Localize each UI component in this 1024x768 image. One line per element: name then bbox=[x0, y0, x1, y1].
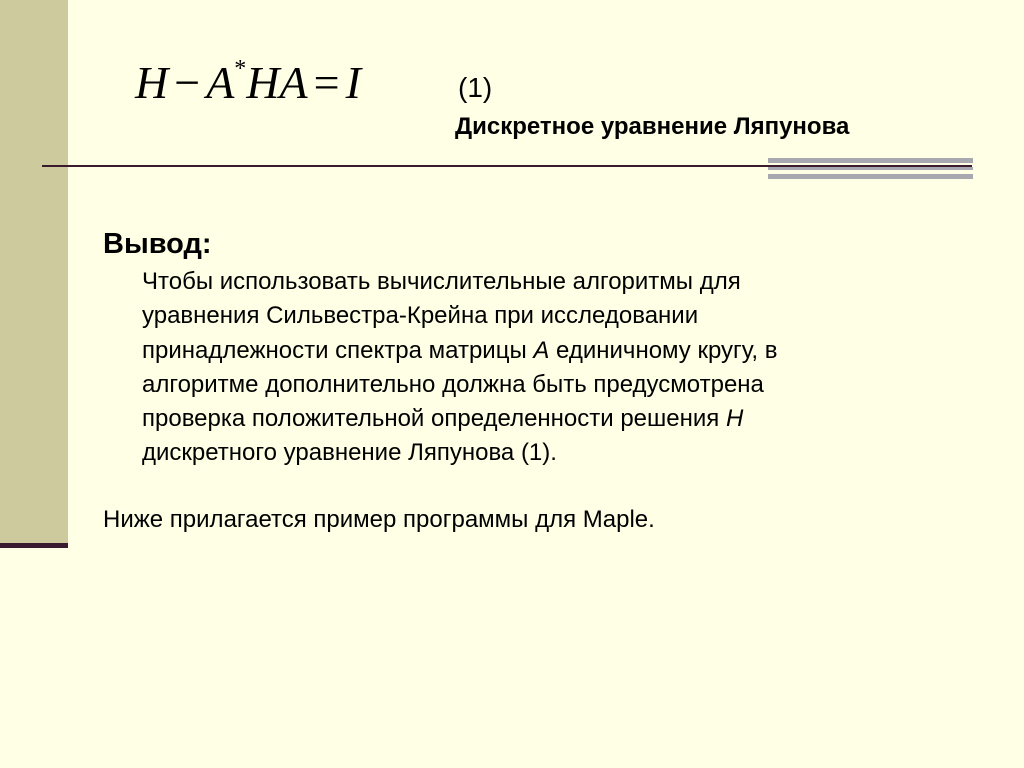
left-decorative-band bbox=[0, 0, 68, 545]
footer-note: Ниже прилагается пример программы для Maple. bbox=[103, 506, 655, 533]
decorative-gray-bars bbox=[768, 158, 973, 180]
conclusion-line bbox=[142, 436, 902, 470]
conclusion-text: Чтобы использовать вычислительные алгоритмы для bbox=[142, 268, 741, 295]
formula-I: I bbox=[345, 57, 361, 108]
conclusion-body bbox=[142, 265, 902, 471]
conclusion-line bbox=[142, 299, 902, 333]
formula-HA: HA bbox=[246, 57, 308, 108]
conclusion-line bbox=[142, 334, 902, 368]
formula-A: A bbox=[206, 57, 235, 108]
conclusion-text: принадлежности спектра матрицы bbox=[142, 336, 534, 364]
equation-caption: Дискретное уравнение Ляпунова bbox=[455, 113, 850, 140]
formula-star: * bbox=[234, 55, 247, 82]
conclusion-line bbox=[142, 368, 902, 402]
conclusion-text: алгоритме дополнительно должна быть предусмотрена bbox=[142, 370, 764, 398]
conclusion-text: дискретного уравнение Ляпунова (1). bbox=[142, 439, 557, 467]
left-band-underline bbox=[0, 543, 68, 548]
conclusion-line bbox=[142, 265, 902, 299]
gray-bar bbox=[768, 167, 973, 170]
formula-equals: = bbox=[313, 57, 340, 108]
equation-number: (1) bbox=[458, 72, 493, 103]
solution-symbol-H: H bbox=[725, 405, 744, 433]
gray-bar bbox=[768, 174, 973, 179]
gray-bar bbox=[768, 158, 973, 163]
conclusion-text: единичному кругу, в bbox=[549, 336, 778, 364]
matrix-symbol-A: A bbox=[533, 336, 550, 364]
formula-minus: − bbox=[174, 57, 201, 108]
conclusion-title: Вывод: bbox=[103, 228, 212, 260]
lyapunov-formula bbox=[135, 55, 361, 108]
conclusion-line bbox=[142, 402, 902, 436]
conclusion-text: проверка положительной определенности решения bbox=[142, 405, 726, 433]
conclusion-text: уравнения Сильвестра-Крейна при исследовании bbox=[142, 302, 699, 330]
formula-H: H bbox=[135, 57, 169, 108]
